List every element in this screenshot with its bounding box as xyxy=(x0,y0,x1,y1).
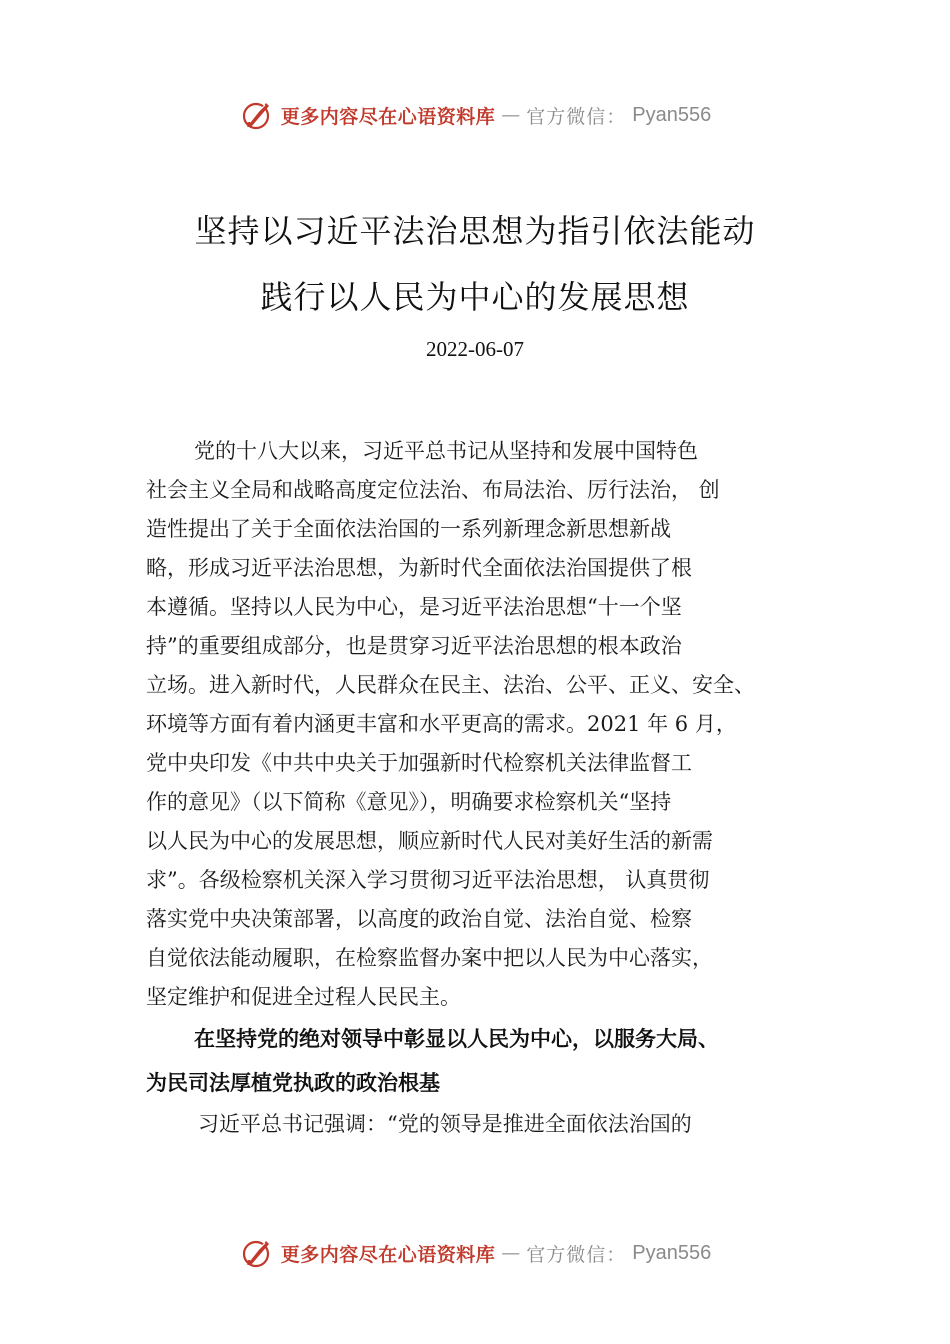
header-watermark-banner xyxy=(0,95,950,135)
paragraph-line: 求”。各级检察机关深入学习贯彻习近平法治思想， 认真贯彻 xyxy=(146,868,710,892)
banner-wechat-label: 官方微信： xyxy=(526,1243,627,1266)
paragraph-line: 作的意见》（以下简称《意见》），明确要求检察机关“坚持 xyxy=(146,790,672,814)
paragraph-line: 造性提出了关于全面依法治国的一系列新理念新思想新战 xyxy=(146,517,671,541)
footer-watermark-banner xyxy=(0,1233,950,1273)
banner-wechat-id: Pyan556 xyxy=(632,103,712,126)
quill-pen-icon xyxy=(239,1235,275,1271)
paragraph-line: 党的十八大以来，习近平总书记从坚持和发展中国特色 xyxy=(194,439,698,463)
article-date: 2022-06-07 xyxy=(426,337,524,361)
paragraph-line: 坚定维护和促进全过程人民民主。 xyxy=(146,985,461,1009)
paragraph-line: 立场。进入新时代，人民群众在民主、法治、公平、正义、安全、 xyxy=(146,673,755,697)
paragraph-line: 党中央印发《中共中央关于加强新时代检察机关法律监督工 xyxy=(146,751,692,775)
paragraph-line: 持”的重要组成部分，也是贯穿习近平法治思想的根本政治 xyxy=(146,634,682,658)
quill-pen-icon xyxy=(239,97,275,133)
paragraph-line: 习近平总书记强调：“党的领导是推进全面依法治国的 xyxy=(198,1112,692,1136)
banner-site-name: 更多内容尽在心语资料库 xyxy=(280,1243,496,1266)
banner-separator: — xyxy=(501,104,521,126)
article-title-line-1: 坚持以习近平法治思想为指引依法能动 xyxy=(194,212,756,250)
section-heading-line-2: 为民司法厚植党执政的政治根基 xyxy=(146,1071,440,1095)
paragraph-line: 社会主义全局和战略高度定位法治、布局法治、厉行法治， 创 xyxy=(146,478,720,502)
paragraph-line: 略，形成习近平法治思想，为新时代全面依法治国提供了根 xyxy=(146,556,692,580)
banner-wechat-id: Pyan556 xyxy=(632,1241,712,1264)
paragraph-line: 落实党中央决策部署，以高度的政治自觉、法治自觉、检察 xyxy=(146,907,692,931)
banner-site-name: 更多内容尽在心语资料库 xyxy=(280,105,496,128)
paragraph-line: 本遵循。坚持以人民为中心，是习近平法治思想“十一个坚 xyxy=(146,595,682,619)
paragraph-line: 以人民为中心的发展思想，顺应新时代人民对美好生活的新需 xyxy=(146,829,713,853)
paragraph-line: 环境等方面有着内涵更丰富和水平更高的需求。2021 年 6 月， xyxy=(146,712,737,736)
section-heading-line-1: 在坚持党的绝对领导中彰显以人民为中心，以服务大局、 xyxy=(194,1027,719,1051)
banner-wechat-label: 官方微信： xyxy=(526,105,627,128)
article-body xyxy=(146,432,826,1144)
article-title-line-2: 践行以人民为中心的发展思想 xyxy=(260,278,690,316)
banner-separator: — xyxy=(501,1242,521,1264)
paragraph-line: 自觉依法能动履职，在检察监督办案中把以人民为中心落实， xyxy=(146,946,713,970)
